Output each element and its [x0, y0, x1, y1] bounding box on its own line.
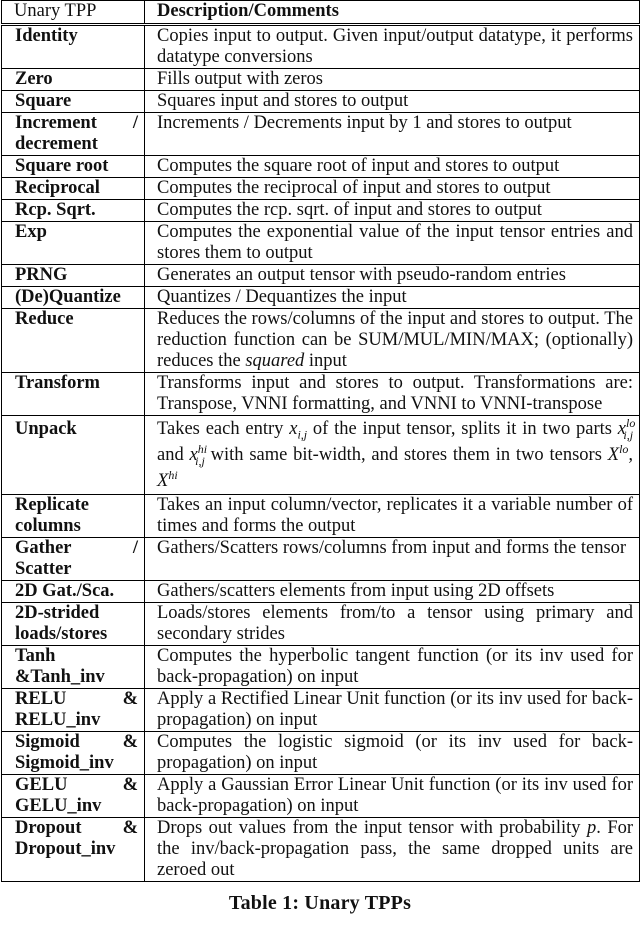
row-desc: Transforms input and stores to output. Transformations are: Transpose, VNNI formatting, and VNNI to VNNI-transpose [145, 373, 640, 416]
reduce-desc-a: Reduces the rows/columns of the input and stores to output. The reduction function can be SUM/MUL/MIN/MAX; (optionally) reduces the [157, 309, 633, 371]
row-name: Reciprocal [2, 178, 145, 200]
row-desc: Copies input to output. Given input/output datatype, it performs datatype conversions [145, 25, 640, 69]
table-row [2, 200, 640, 222]
row-name: Unpack [2, 416, 145, 495]
row-name: Reduce [2, 309, 145, 373]
table-row [2, 581, 640, 603]
math-x-ij: $x_{i,j}$ [289, 419, 308, 442]
table-header-row [2, 1, 640, 25]
table-row [2, 732, 640, 775]
row-desc: Apply a Gaussian Error Linear Unit function (or its inv used for back-propagation) on input [145, 775, 640, 818]
row-desc: Loads/stores elements from/to a tensor using primary and secondary strides [145, 603, 640, 646]
table-row [2, 689, 640, 732]
table-row [2, 25, 640, 69]
row-desc [145, 416, 640, 495]
dropout-desc-p: p [587, 818, 597, 838]
unpack-desc-4: with same bit-width, and stores them in two tensors [210, 445, 602, 465]
row-name: PRNG [2, 265, 145, 287]
row-name: GELU & GELU_inv [2, 775, 145, 818]
table-row [2, 603, 640, 646]
row-desc: Computes the square root of input and stores to output [145, 156, 640, 178]
row-name: Increment / decrement [2, 113, 145, 156]
row-desc: Increments / Decrements input by 1 and stores to output [145, 113, 640, 156]
row-name: 2D Gat./Sca. [2, 581, 145, 603]
reduce-desc-b: input [308, 351, 347, 371]
row-desc: Fills output with zeros [145, 69, 640, 91]
row-desc [145, 309, 640, 373]
unary-tpp-table [1, 0, 640, 882]
row-name: Rcp. Sqrt. [2, 200, 145, 222]
table-row [2, 178, 640, 200]
row-desc: Computes the logistic sigmoid (or its inv used for back-propagation) on input [145, 732, 640, 775]
row-name: Sigmoid & Sigmoid_inv [2, 732, 145, 775]
row-name: Tanh &Tanh_inv [2, 646, 145, 689]
math-x-lo: $x^{lo}_{i,j}$ [617, 415, 636, 442]
dropout-desc-b: . For the inv/back-propagation pass, the same dropped units are zeroed out [157, 818, 634, 880]
unpack-desc-2: of the input tensor, splits it in two parts [312, 419, 612, 439]
reduce-desc-em: squared [245, 351, 305, 371]
table-row [2, 91, 640, 113]
table-row [2, 222, 640, 265]
header-description: Description/Comments [145, 1, 640, 25]
row-name: Square [2, 91, 145, 113]
table-row [2, 156, 640, 178]
row-name: Zero [2, 69, 145, 91]
table-row [2, 646, 640, 689]
row-desc: Apply a Rectified Linear Unit function (or its inv used for back-propagation) on input [145, 689, 640, 732]
row-name: Dropout & Dropout_inv [2, 818, 145, 882]
row-desc: Takes an input column/vector, replicates it a variable number of times and forms the output [145, 495, 640, 538]
dropout-desc-a: Drops out values from the input tensor with probability [157, 818, 581, 838]
row-name: Gather / Scatter [2, 538, 145, 581]
table-row [2, 113, 640, 156]
row-name: Square root [2, 156, 145, 178]
row-desc: Quantizes / Dequantizes the input [145, 287, 640, 309]
table-row [2, 775, 640, 818]
unpack-desc-1: Takes each entry [157, 419, 284, 439]
row-desc: Computes the reciprocal of input and stores to output [145, 178, 640, 200]
table-row [2, 495, 640, 538]
row-desc: Computes the hyperbolic tangent function (or its inv used for back-propagation) on input [145, 646, 640, 689]
row-desc: Gathers/Scatters rows/columns from input and forms the tensor [145, 538, 640, 581]
row-desc [145, 818, 640, 882]
row-desc: Squares input and stores to output [145, 91, 640, 113]
row-desc: Computes the rcp. sqrt. of input and stores to output [145, 200, 640, 222]
header-unary-tpp: Unary TPP [2, 1, 145, 25]
table-caption: Table 1: Unary TPPs [228, 892, 412, 914]
math-X-lo-X-hi: $X^{lo}$, $X^{hi}$ [157, 441, 634, 491]
row-desc: Gathers/scatters elements from input using 2D offsets [145, 581, 640, 603]
table-row [2, 265, 640, 287]
table-row [2, 538, 640, 581]
row-name: Transform [2, 373, 145, 416]
table-row [2, 818, 640, 882]
row-desc: Generates an output tensor with pseudo-random entries [145, 265, 640, 287]
row-desc: Computes the exponential value of the input tensor entries and stores them to output [145, 222, 640, 265]
table-row [2, 69, 640, 91]
row-name: (De)Quantize [2, 287, 145, 309]
table-row [2, 309, 640, 373]
table-row [2, 373, 640, 416]
row-name: Exp [2, 222, 145, 265]
row-name: RELU & RELU_inv [2, 689, 145, 732]
row-name: Replicate columns [2, 495, 145, 538]
unpack-desc-3: and [157, 445, 184, 465]
table-row [2, 416, 640, 495]
row-name: Identity [2, 25, 145, 69]
math-x-hi: $x^{hi}_{i,j}$ [189, 441, 208, 468]
table-row [2, 287, 640, 309]
row-name: 2D-strided loads/stores [2, 603, 145, 646]
